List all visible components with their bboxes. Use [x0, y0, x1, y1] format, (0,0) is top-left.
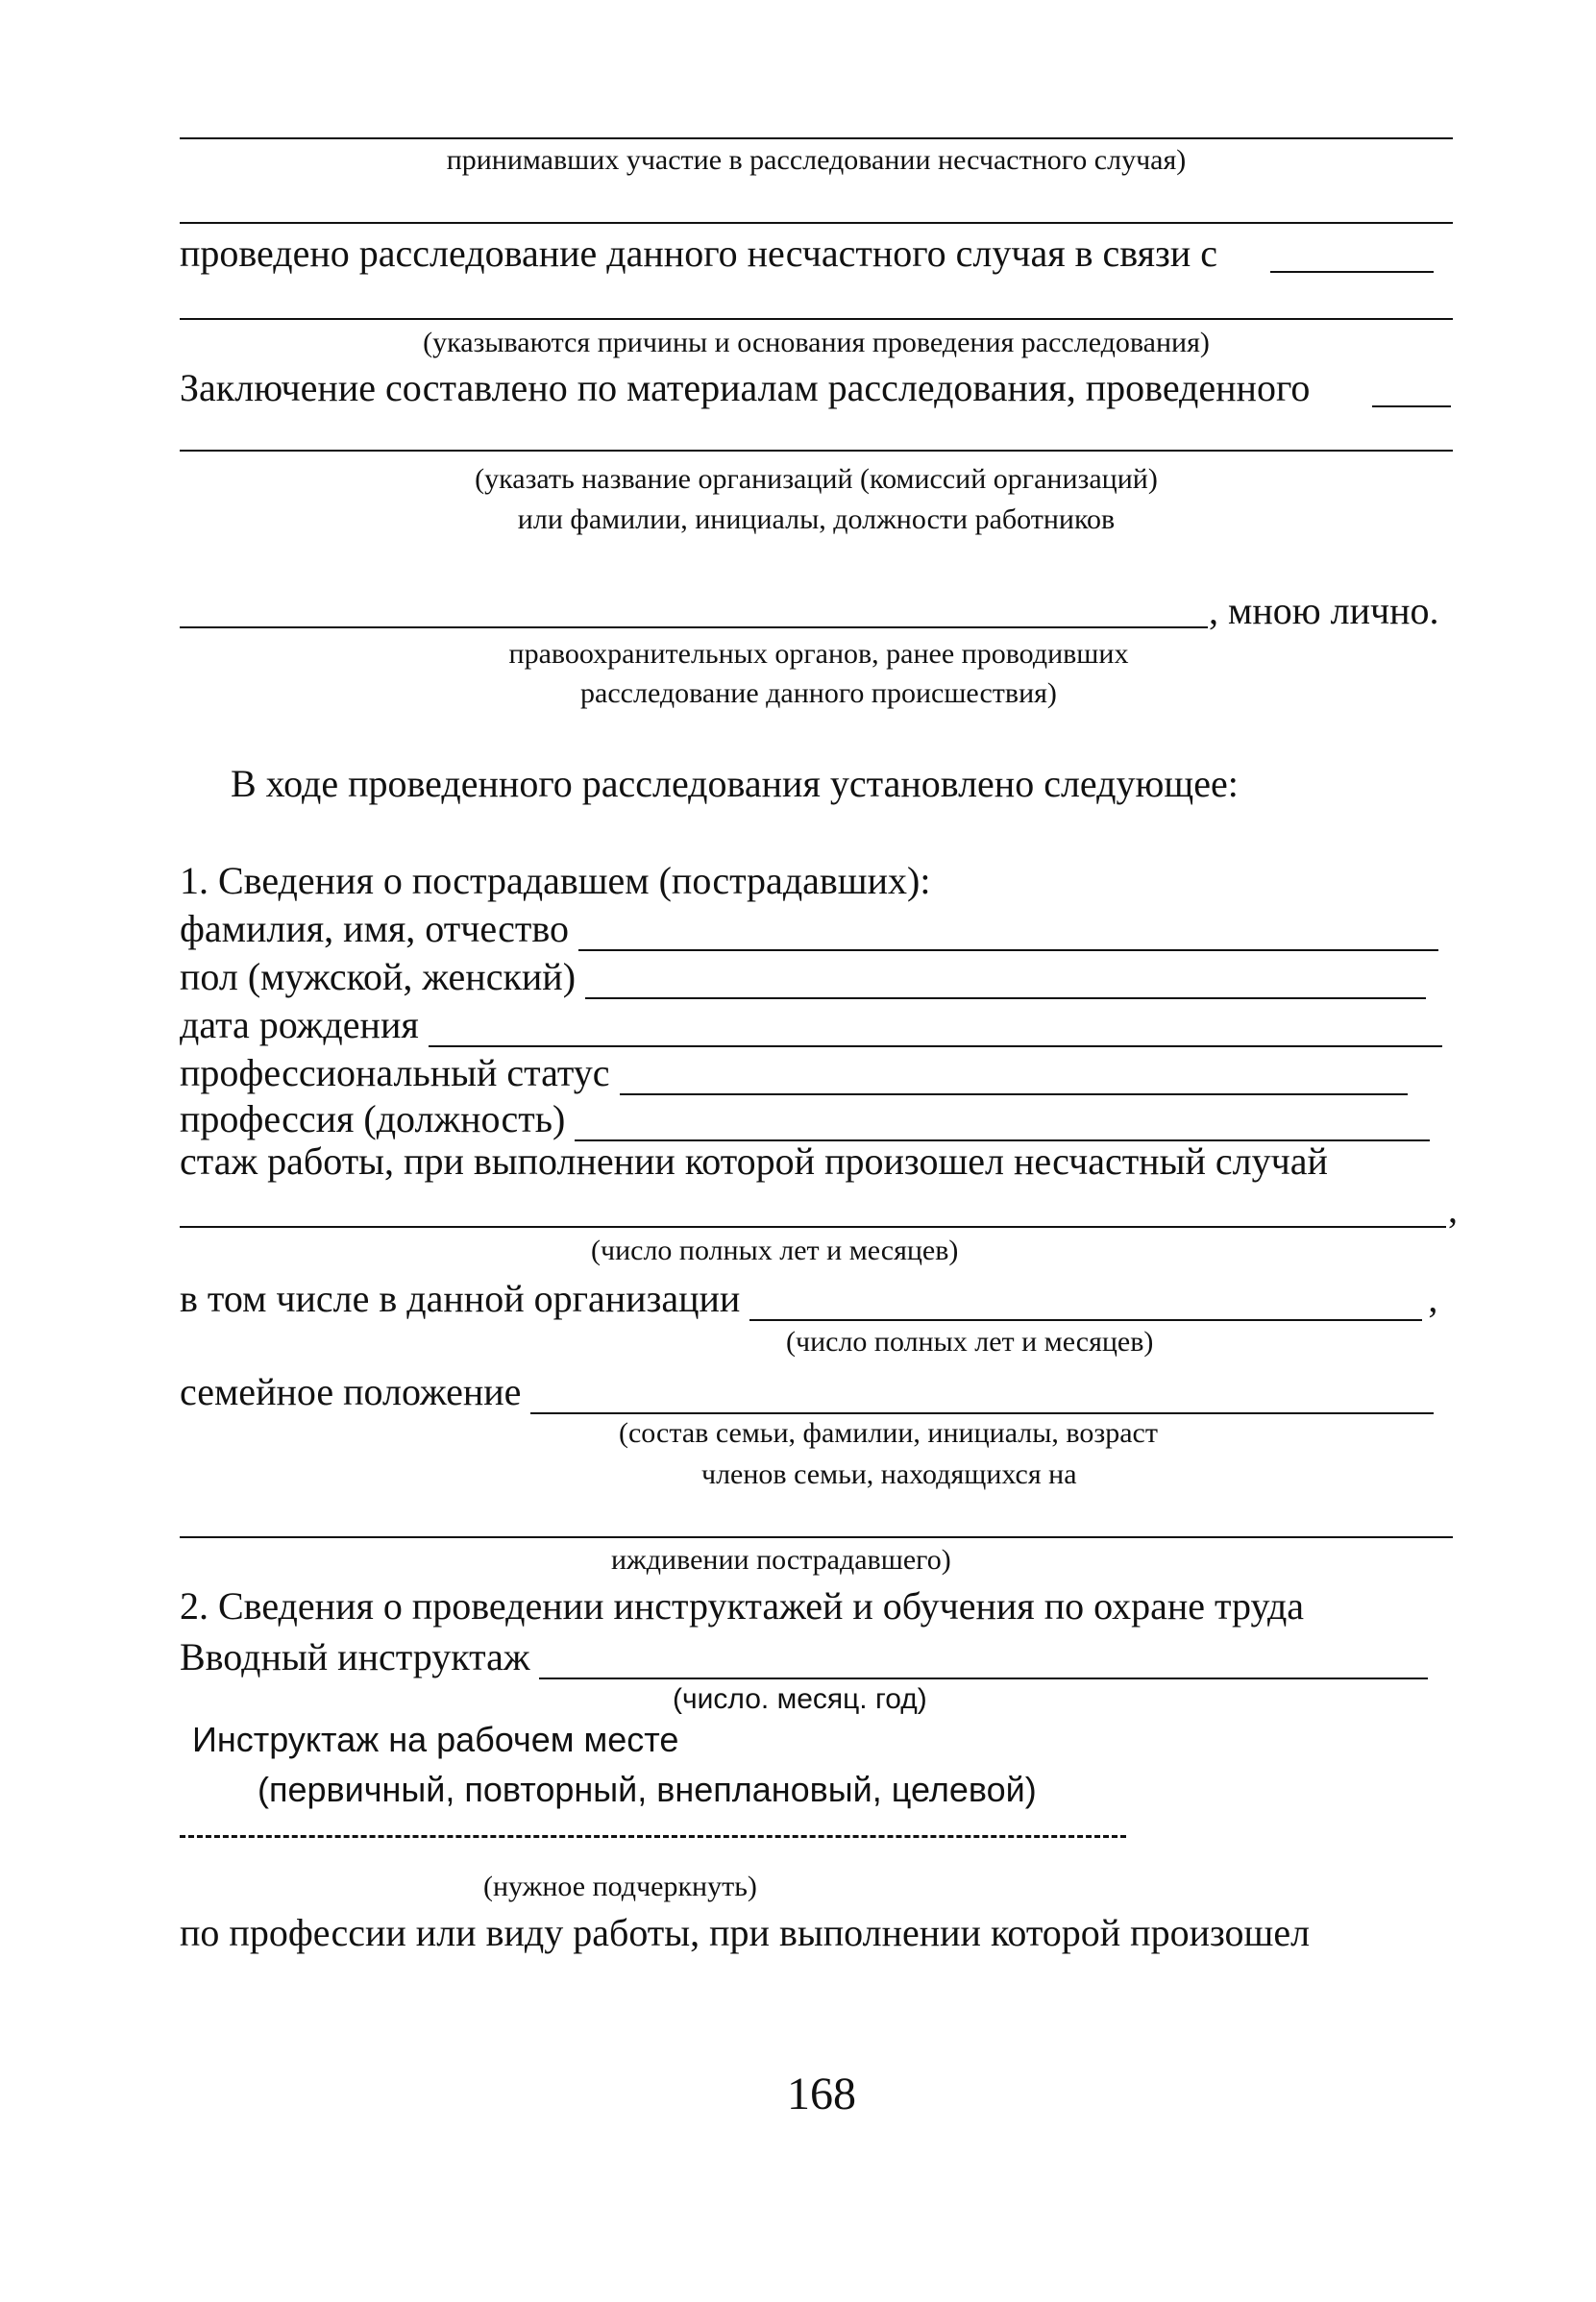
- blank-line: [180, 222, 1453, 224]
- text-profession-work: по профессии или виду работы, при выполнении которой произошел: [180, 1911, 1311, 1954]
- text-experience: стаж работы, при выполнении которой произошел несчастный случай: [180, 1139, 1328, 1183]
- caption-family-1: (состав семьи, фамилии, инициалы, возраст: [619, 1417, 1158, 1449]
- blank-line: [180, 318, 1453, 320]
- field-family: [180, 1366, 1434, 1414]
- field-birth: [180, 999, 1442, 1047]
- field-name-label: фамилия, имя, отчество: [180, 907, 569, 950]
- text-conclusion: Заключение составлено по материалам расследования, проведенного: [180, 366, 1311, 409]
- field-birth-blank[interactable]: [429, 1009, 1442, 1047]
- field-profession: [180, 1093, 1430, 1141]
- caption-date: (число. месяц. год): [673, 1683, 927, 1715]
- text-workplace: Инструктаж на рабочем месте: [192, 1720, 679, 1759]
- caption-reasons: (указываются причины и основания проведения расследования): [423, 327, 1210, 358]
- blank-field[interactable]: [180, 626, 1208, 628]
- field-status-label: профессиональный статус: [180, 1051, 610, 1094]
- field-status: [180, 1047, 1408, 1095]
- caption-family-3: иждивении пострадавшего): [611, 1544, 951, 1576]
- field-name: [180, 903, 1438, 951]
- field-intro-blank[interactable]: [539, 1641, 1428, 1679]
- caption-law-1: правоохранительных органов, ранее проводивших: [508, 638, 1129, 670]
- blank-field[interactable]: [180, 1226, 1446, 1228]
- field-in-org-blank[interactable]: [749, 1283, 1422, 1321]
- blank-line: [180, 1536, 1453, 1538]
- dashed-blank-line[interactable]: [180, 1835, 1126, 1838]
- blank-line: [180, 137, 1453, 139]
- blank-field[interactable]: [1372, 405, 1451, 407]
- field-sex-label: пол (мужской, женский): [180, 955, 577, 998]
- field-in-org-label: в том числе в данной организации: [180, 1277, 741, 1320]
- caption-family-2: членов семьи, находящихся на: [701, 1458, 1077, 1490]
- caption-years-2: (число полных лет и месяцев): [786, 1326, 1154, 1358]
- field-birth-label: дата рождения: [180, 1003, 419, 1046]
- in-org-comma: ,: [1428, 1277, 1438, 1320]
- field-in-org: [180, 1273, 1437, 1321]
- field-family-blank[interactable]: [530, 1376, 1434, 1414]
- field-status-blank[interactable]: [620, 1057, 1408, 1095]
- caption-years-1: (число полных лет и месяцев): [591, 1235, 959, 1266]
- field-name-blank[interactable]: [578, 913, 1438, 951]
- field-sex: [180, 951, 1426, 999]
- field-profession-blank[interactable]: [575, 1103, 1430, 1141]
- page-number: 168: [787, 2069, 856, 2119]
- section2-title: 2. Сведения о проведении инструктажей и обучения по охране труда: [180, 1584, 1305, 1628]
- text-conducted: проведено расследование данного несчастного случая в связи с: [180, 232, 1217, 275]
- caption-underline: (нужное подчеркнуть): [483, 1871, 757, 1902]
- caption-participants: принимавших участие в расследовании несчастного случая): [446, 144, 1187, 176]
- blank-line: [180, 450, 1453, 452]
- text-established: В ходе проведенного расследования установлено следующее:: [231, 762, 1239, 805]
- caption-law-2: расследование данного происшествия): [580, 677, 1057, 709]
- field-intro: [180, 1631, 1428, 1679]
- section1-title: 1. Сведения о пострадавшем (пострадавших):: [180, 859, 931, 902]
- field-sex-blank[interactable]: [585, 961, 1426, 999]
- field-profession-label: профессия (должность): [180, 1097, 566, 1140]
- blank-field[interactable]: [1270, 271, 1434, 273]
- field-intro-label: Вводный инструктаж: [180, 1635, 530, 1678]
- field-family-label: семейное положение: [180, 1370, 522, 1413]
- caption-orgs-2: или фамилии, инициалы, должности работников: [517, 503, 1116, 535]
- experience-comma: ,: [1448, 1188, 1458, 1231]
- text-types: (первичный, повторный, внеплановый, целевой): [258, 1770, 1037, 1809]
- caption-orgs-1: (указать название организаций (комиссий организаций): [475, 463, 1158, 495]
- text-personally: , мною лично.: [1209, 589, 1439, 632]
